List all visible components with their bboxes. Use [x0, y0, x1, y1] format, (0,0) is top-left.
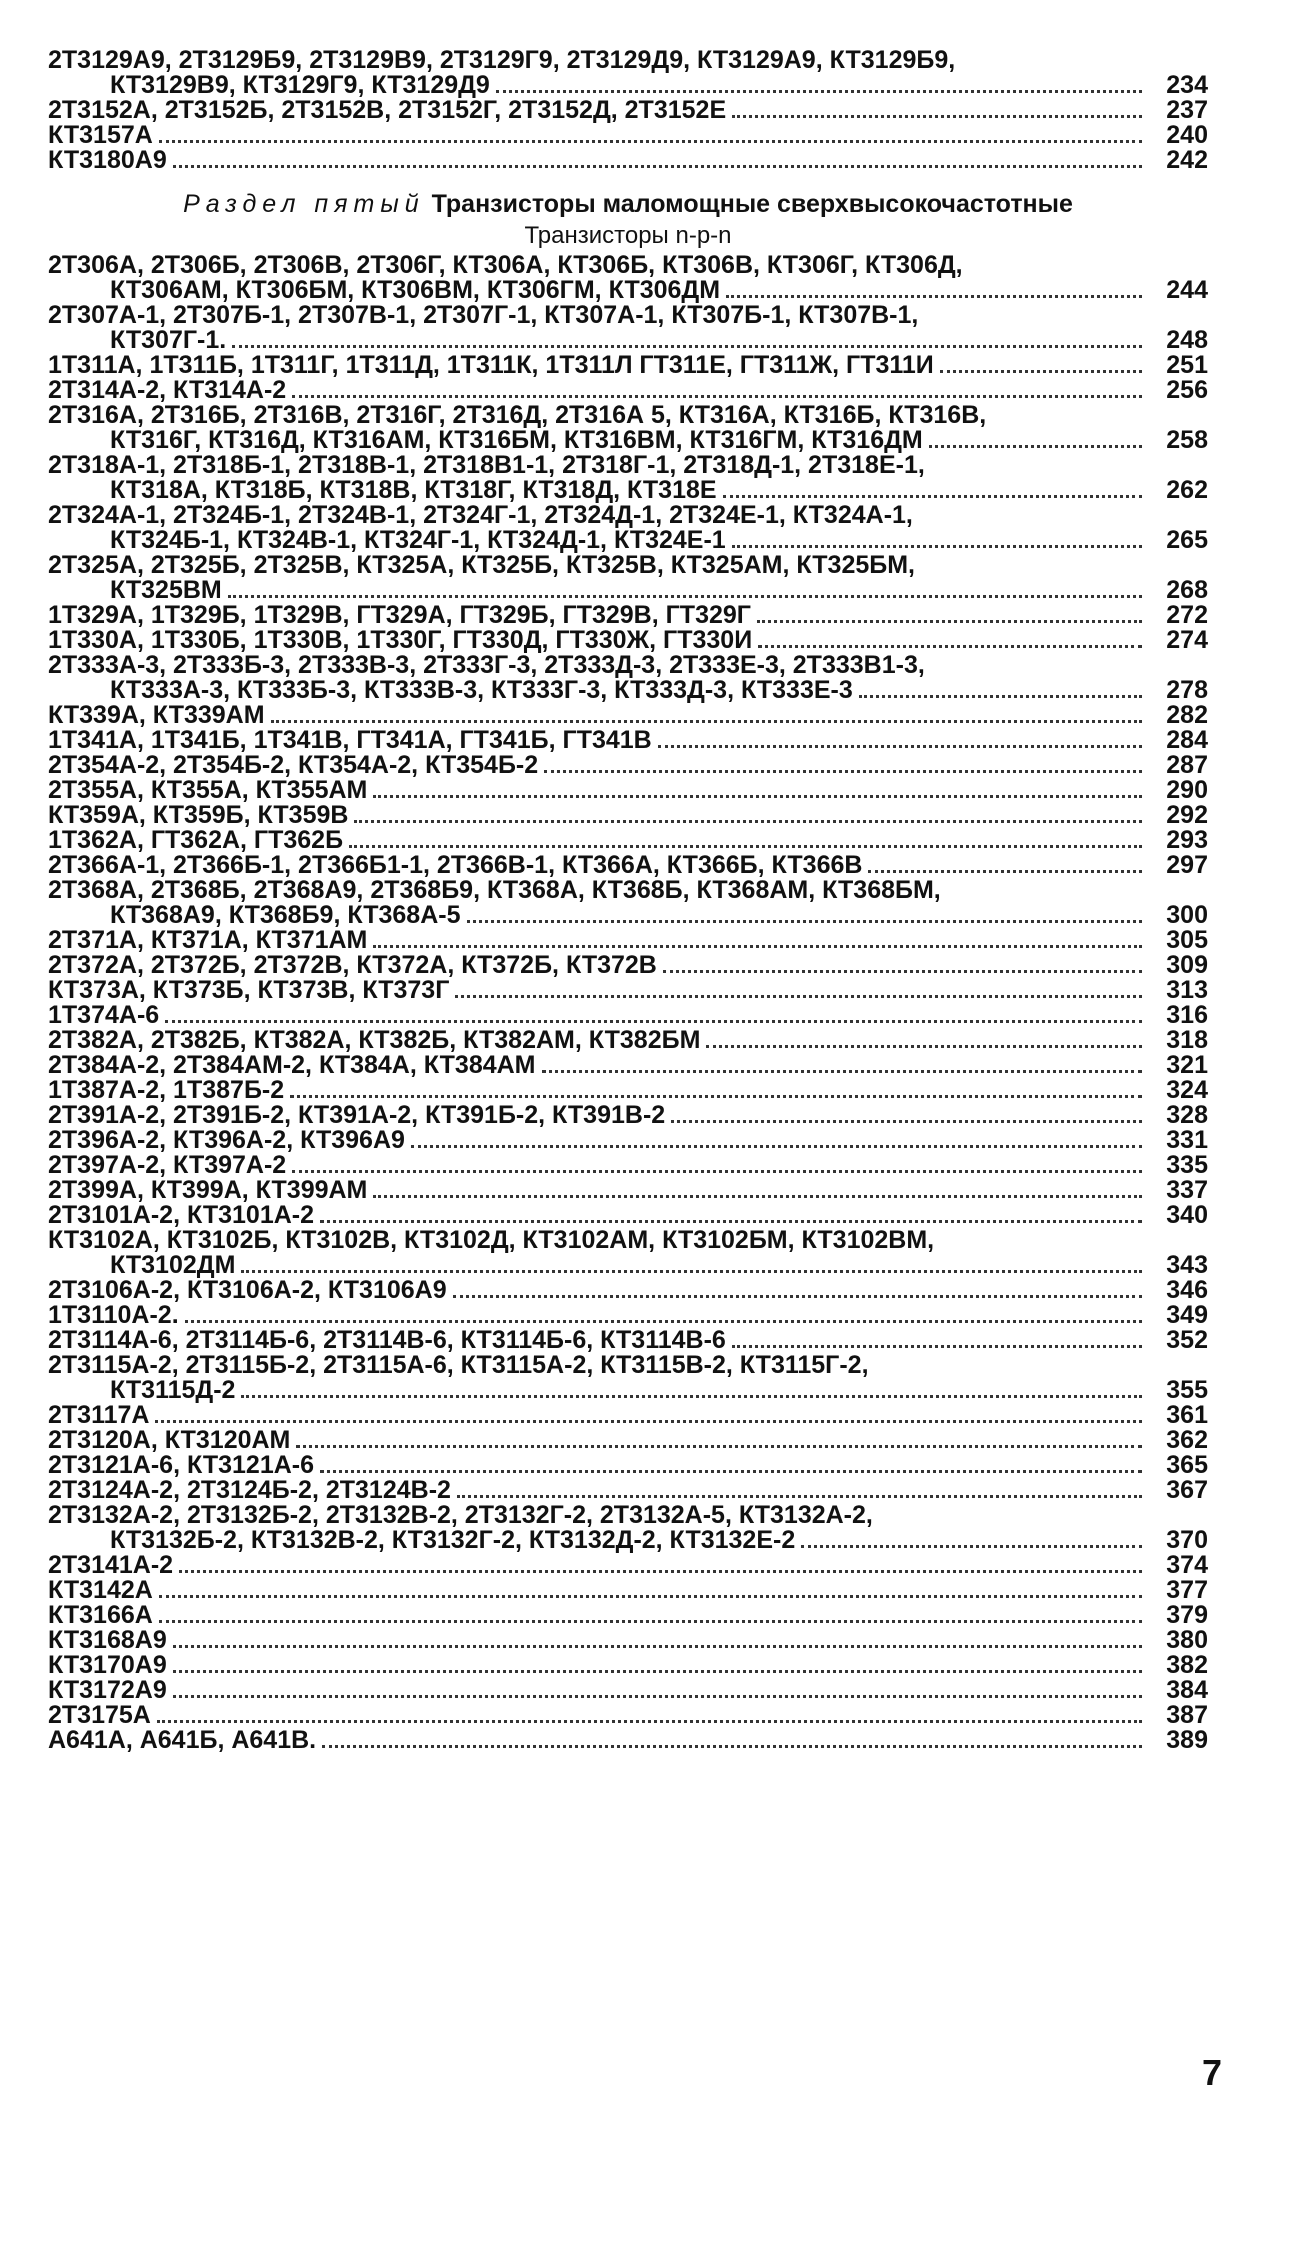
toc-entry-text: [48, 1153, 1150, 1178]
toc-entry-line: 2Т314А-2, КТ314А-2: [48, 376, 287, 404]
dot-leader: [159, 1620, 1142, 1623]
toc-page-number: 355: [1166, 1376, 1208, 1404]
toc-entry-line: КТ333А-3, КТ333Б-3, КТ333В-3, КТ333Г-3, КТ333Д-3, КТ333Е-3: [110, 676, 853, 704]
toc-entry: [48, 878, 1208, 928]
dot-leader: [173, 1695, 1142, 1698]
toc-entry-line: 2Т354А-2, 2Т354Б-2, КТ354А-2, КТ354Б-2: [48, 751, 539, 779]
toc-page-number: 313: [1166, 976, 1208, 1004]
dot-leader: [758, 645, 1142, 648]
toc-entry-text: [48, 628, 1150, 653]
toc-entry-text: [48, 1178, 1150, 1203]
toc-page-number: 293: [1166, 826, 1208, 854]
toc-entry-text: [48, 303, 1150, 353]
toc-page-number: 292: [1166, 801, 1208, 829]
toc-entry: [48, 1353, 1208, 1403]
toc-entry: [48, 953, 1208, 978]
toc-entry: [48, 1328, 1208, 1353]
toc-entry-line: 1Т387А-2, 1Т387Б-2: [48, 1076, 285, 1104]
toc-entry-line: КТ3132Б-2, КТ3132В-2, КТ3132Г-2, КТ3132Д-2, КТ3132Е-2: [110, 1526, 796, 1554]
dot-leader: [228, 595, 1142, 598]
toc-entry: [48, 603, 1208, 628]
toc-entry-line: КТ318А, КТ318Б, КТ318В, КТ318Г, КТ318Д, КТ318Е: [110, 476, 717, 504]
toc-entry: [48, 628, 1208, 653]
toc-entry-line: 2Т3114А-6, 2Т3114Б-6, 2Т3114В-6, КТ3114Б-6, КТ3114В-6: [48, 1326, 726, 1354]
toc-entry: [48, 703, 1208, 728]
toc-entry-line: 1Т330А, 1Т330Б, 1Т330В, 1Т330Г, ГТ330Д, ГТ330Ж, ГТ330И: [48, 626, 753, 654]
toc-page-number: 240: [1166, 121, 1208, 149]
toc-entry: [48, 1028, 1208, 1053]
toc-entry: [48, 253, 1208, 303]
toc-entry-line: 2Т307А-1, 2Т307Б-1, 2Т307В-1, 2Т307Г-1, КТ307А-1, КТ307Б-1, КТ307В-1,: [48, 301, 919, 329]
toc-page-number: 268: [1166, 576, 1208, 604]
toc-page-number: 365: [1166, 1451, 1208, 1479]
toc-entry-text: [48, 1028, 1150, 1053]
toc-page-number: 367: [1166, 1476, 1208, 1504]
toc-entry-line: 2Т355А, КТ355А, КТ355АМ: [48, 776, 368, 804]
toc-page-number: 309: [1166, 951, 1208, 979]
toc-entry: [48, 828, 1208, 853]
toc-entry-line: 2Т3132А-2, 2Т3132Б-2, 2Т3132В-2, 2Т3132Г-2, 2Т3132А-5, КТ3132А-2,: [48, 1501, 873, 1529]
toc-entry: [48, 778, 1208, 803]
toc-list: [48, 253, 1208, 1753]
section-label: Раздел пятый: [183, 190, 425, 218]
dot-leader: [232, 345, 1142, 348]
dot-leader: [354, 820, 1142, 823]
toc-entry: [48, 403, 1208, 453]
toc-entry-text: [48, 1603, 1150, 1628]
dot-leader: [732, 545, 1142, 548]
toc-entry-line: 2Т3115А-2, 2Т3115Б-2, 2Т3115А-6, КТ3115А-2, КТ3115В-2, КТ3115Г-2,: [48, 1351, 869, 1379]
toc-entry-text: [48, 1353, 1150, 1403]
dot-leader: [732, 115, 1142, 118]
toc-page-number: 361: [1166, 1401, 1208, 1429]
dot-leader: [726, 295, 1142, 298]
dot-leader: [292, 395, 1142, 398]
toc-entry: [48, 453, 1208, 503]
toc-entry-line: 2Т366А-1, 2Т366Б-1, 2Т366Б1-1, 2Т366В-1, КТ366А, КТ366Б, КТ366В: [48, 851, 863, 879]
toc-page-number: 234: [1166, 71, 1208, 99]
toc-entry: [48, 1603, 1208, 1628]
dot-leader: [290, 1095, 1142, 1098]
toc-entry-line: 2Т3117А: [48, 1401, 150, 1429]
toc-entry-line: 2Т3152А, 2Т3152Б, 2Т3152В, 2Т3152Г, 2Т3152Д, 2Т3152Е: [48, 96, 727, 124]
toc-entry: [48, 1728, 1208, 1753]
toc-entry-line: 2Т318А-1, 2Т318Б-1, 2Т318В-1, 2Т318В1-1, 2Т318Г-1, 2Т318Д-1, 2Т318Е-1,: [48, 451, 925, 479]
toc-entry: [48, 1203, 1208, 1228]
toc-page-number: 258: [1166, 426, 1208, 454]
dot-leader: [320, 1470, 1142, 1473]
toc-entry-line: 2Т3129А9, 2Т3129Б9, 2Т3129В9, 2Т3129Г9, 2Т3129Д9, КТ3129А9, КТ3129Б9,: [48, 46, 956, 74]
dot-leader: [868, 870, 1142, 873]
toc-page-number: 316: [1166, 1001, 1208, 1029]
toc-page-number: 352: [1166, 1326, 1208, 1354]
toc-entry: [48, 48, 1208, 98]
toc-entry: [48, 653, 1208, 703]
toc-entry: [48, 503, 1208, 553]
dot-leader: [706, 1045, 1142, 1048]
toc-entry: [48, 1128, 1208, 1153]
section-subtitle: Транзисторы n-p-n: [524, 222, 732, 249]
toc-entry-line: КТ339А, КТ339АМ: [48, 701, 265, 729]
toc-page-number: 265: [1166, 526, 1208, 554]
dot-leader: [292, 1170, 1142, 1173]
toc-entry-text: [48, 98, 1150, 123]
dot-leader: [241, 1270, 1142, 1273]
toc-entry-line: 2Т371А, КТ371А, КТ371АМ: [48, 926, 368, 954]
toc-page-number: 384: [1166, 1676, 1208, 1704]
toc-page-number: 328: [1166, 1101, 1208, 1129]
toc-entry-line: КТ3102А, КТ3102Б, КТ3102В, КТ3102Д, КТ3102АМ, КТ3102БМ, КТ3102ВМ,: [48, 1226, 935, 1254]
dot-leader: [241, 1395, 1142, 1398]
toc-page-number: 340: [1166, 1201, 1208, 1229]
toc-page-number: 256: [1166, 376, 1208, 404]
dot-leader: [173, 1645, 1142, 1648]
toc-entry-line: 2Т3106А-2, КТ3106А-2, КТ3106А9: [48, 1276, 447, 1304]
toc-page-number: 278: [1166, 676, 1208, 704]
toc-entry-line: КТ3102ДМ: [110, 1251, 236, 1279]
toc-entry-line: 2Т3124А-2, 2Т3124Б-2, 2Т3124В-2: [48, 1476, 451, 1504]
dot-leader: [411, 1145, 1142, 1148]
toc-entry-line: 2Т3141А-2: [48, 1551, 174, 1579]
toc-page-number: 346: [1166, 1276, 1208, 1304]
dot-leader: [544, 770, 1142, 773]
toc-entry-line: КТ325ВМ: [110, 576, 222, 604]
toc-entry-text: [48, 253, 1150, 303]
toc-entry-text: [48, 123, 1150, 148]
toc-entry-text: [48, 1403, 1150, 1428]
toc-page-number: 349: [1166, 1301, 1208, 1329]
dot-leader: [453, 1295, 1142, 1298]
toc-entry-line: КТ3170А9: [48, 1651, 167, 1679]
toc-entry-text: [48, 978, 1150, 1003]
dot-leader: [157, 1720, 1142, 1723]
toc-entry-text: [48, 878, 1150, 928]
toc-entry-line: 2Т325А, 2Т325Б, 2Т325В, КТ325А, КТ325Б, КТ325В, КТ325АМ, КТ325БМ,: [48, 551, 915, 579]
toc-entry-line: 2Т3120А, КТ3120АМ: [48, 1426, 291, 1454]
toc-entry-text: [48, 853, 1150, 878]
toc-entry: [48, 1003, 1208, 1028]
toc-page-number: 321: [1166, 1051, 1208, 1079]
toc-entry: [48, 853, 1208, 878]
dot-leader: [373, 795, 1142, 798]
toc-entry-text: [48, 378, 1150, 403]
toc-entry: [48, 1478, 1208, 1503]
toc-entry: [48, 1503, 1208, 1553]
toc-page-number: 282: [1166, 701, 1208, 729]
dot-leader: [271, 720, 1142, 723]
toc-entry-text: [48, 353, 1150, 378]
toc-page-number: 251: [1166, 351, 1208, 379]
toc-entry-line: 2Т3121А-6, КТ3121А-6: [48, 1451, 315, 1479]
toc-entry-text: [48, 1678, 1150, 1703]
toc-page-number: 374: [1166, 1551, 1208, 1579]
dot-leader: [373, 945, 1142, 948]
dot-leader: [801, 1545, 1142, 1548]
toc-entry-text: [48, 1578, 1150, 1603]
toc-page-number: 305: [1166, 926, 1208, 954]
toc-entry-line: КТ3166А: [48, 1601, 153, 1629]
toc-entry-line: КТ324Б-1, КТ324В-1, КТ324Г-1, КТ324Д-1, КТ324Е-1: [110, 526, 726, 554]
toc-entry: [48, 1053, 1208, 1078]
toc-page-number: 318: [1166, 1026, 1208, 1054]
toc-page-number: 300: [1166, 901, 1208, 929]
toc-page-number: 297: [1166, 851, 1208, 879]
toc-entry-text: [48, 1703, 1150, 1728]
dot-leader: [496, 90, 1142, 93]
dot-leader: [457, 1495, 1142, 1498]
toc-entry-text: [48, 503, 1150, 553]
toc-page-number: 389: [1166, 1726, 1208, 1754]
toc-entry: [48, 378, 1208, 403]
toc-entry-line: КТ368А9, КТ368Б9, КТ368А-5: [110, 901, 461, 929]
toc-entry-text: [48, 1303, 1150, 1328]
toc-page-number: 335: [1166, 1151, 1208, 1179]
toc-entry-line: 2Т372А, 2Т372Б, 2Т372В, КТ372А, КТ372Б, КТ372В: [48, 951, 657, 979]
dot-leader: [349, 845, 1142, 848]
toc-entry: [48, 1653, 1208, 1678]
toc-entry-line: КТ3168А9: [48, 1626, 167, 1654]
toc-entry: [48, 1278, 1208, 1303]
toc-entry-line: КТ359А, КТ359Б, КТ359В: [48, 801, 349, 829]
toc-entry-text: [48, 148, 1150, 173]
toc-entry-text: [48, 553, 1150, 603]
toc-entry-line: 2Т368А, 2Т368Б, 2Т368А9, 2Т368Б9, КТ368А, КТ368Б, КТ368АМ, КТ368БМ,: [48, 876, 941, 904]
dot-leader: [455, 995, 1142, 998]
toc-entry-text: [48, 1203, 1150, 1228]
toc-entry-text: [48, 1003, 1150, 1028]
toc-entry-text: [48, 1078, 1150, 1103]
toc-entry-text: [48, 1728, 1150, 1753]
dot-leader: [173, 1670, 1142, 1673]
toc-entry: [48, 1153, 1208, 1178]
toc-entry-line: 2Т384А-2, 2Т384АМ-2, КТ384А, КТ384АМ: [48, 1051, 536, 1079]
toc-entry: [48, 123, 1208, 148]
toc-entry-line: КТ3142А: [48, 1576, 153, 1604]
toc-page-number: 362: [1166, 1426, 1208, 1454]
toc-page-number: 370: [1166, 1526, 1208, 1554]
toc-entry-line: КТ3129В9, КТ3129Г9, КТ3129Д9: [110, 71, 490, 99]
toc-entry-text: [48, 48, 1150, 98]
dot-leader: [467, 920, 1143, 923]
toc-entry: [48, 1578, 1208, 1603]
toc-entry-text: [48, 653, 1150, 703]
dot-leader: [173, 165, 1142, 168]
toc-page-number: 248: [1166, 326, 1208, 354]
toc-entry-line: 1Т362А, ГТ362А, ГТ362Б: [48, 826, 344, 854]
toc-entry-text: [48, 1053, 1150, 1078]
toc-page-number: 237: [1166, 96, 1208, 124]
toc-entry: [48, 553, 1208, 603]
dot-leader: [373, 1195, 1142, 1198]
toc-page-number: 337: [1166, 1176, 1208, 1204]
toc-entry-line: КТ373А, КТ373Б, КТ373В, КТ373Г: [48, 976, 450, 1004]
dot-leader: [732, 1345, 1142, 1348]
toc-page-number: 272: [1166, 601, 1208, 629]
toc-entry-line: 2Т316А, 2Т316Б, 2Т316В, 2Т316Г, 2Т316Д, 2Т316А 5, КТ316А, КТ316Б, КТ316В,: [48, 401, 987, 429]
toc-entry: [48, 978, 1208, 1003]
dot-leader: [671, 1120, 1142, 1123]
dot-leader: [940, 370, 1142, 373]
toc-page-number: 324: [1166, 1076, 1208, 1104]
dot-leader: [320, 1220, 1142, 1223]
dot-leader: [322, 1745, 1142, 1748]
toc-entry-line: КТ316Г, КТ316Д, КТ316АМ, КТ316БМ, КТ316ВМ, КТ316ГМ, КТ316ДМ: [110, 426, 923, 454]
toc-entry-line: 2Т382А, 2Т382Б, КТ382А, КТ382Б, КТ382АМ, КТ382БМ: [48, 1026, 701, 1054]
toc-entry: [48, 1703, 1208, 1728]
toc-entry: [48, 1453, 1208, 1478]
toc-entry-line: 2Т324А-1, 2Т324Б-1, 2Т324В-1, 2Т324Г-1, 2Т324Д-1, 2Т324Е-1, КТ324А-1,: [48, 501, 913, 529]
toc-entry-line: 2Т333А-3, 2Т333Б-3, 2Т333В-3, 2Т333Г-3, 2Т333Д-3, 2Т333Е-3, 2Т333В1-3,: [48, 651, 925, 679]
toc-page-number: 382: [1166, 1651, 1208, 1679]
toc-entry-text: [48, 1553, 1150, 1578]
toc-entry: [48, 1103, 1208, 1128]
toc-page-number: 343: [1166, 1251, 1208, 1279]
toc-entry-text: [48, 928, 1150, 953]
page-number: 7: [1201, 2052, 1222, 2093]
toc-entry-text: [48, 1278, 1150, 1303]
toc-entry: [48, 1428, 1208, 1453]
dot-leader: [165, 1020, 1142, 1023]
toc-entry-line: 1Т374А-6: [48, 1001, 160, 1029]
dot-leader: [658, 745, 1142, 748]
toc-entry-line: 2Т3101А-2, КТ3101А-2: [48, 1201, 315, 1229]
toc-page-number: 379: [1166, 1601, 1208, 1629]
toc-entry-line: 1Т329А, 1Т329Б, 1Т329В, ГТ329А, ГТ329Б, ГТ329В, ГТ329Г: [48, 601, 751, 629]
toc-entry-line: КТ3115Д-2: [110, 1376, 236, 1404]
dot-leader: [296, 1445, 1142, 1448]
dot-leader: [723, 495, 1142, 498]
toc-page-number: 242: [1166, 146, 1208, 174]
toc-page-number: 290: [1166, 776, 1208, 804]
toc-entry-text: [48, 1628, 1150, 1653]
toc-entry-text: [48, 1103, 1150, 1128]
toc-list-previous-section: [48, 48, 1208, 173]
toc-entry-line: 1Т3110А-2.: [48, 1301, 179, 1329]
toc-entry: [48, 753, 1208, 778]
toc-entry: [48, 1303, 1208, 1328]
section-heading: [48, 187, 1208, 221]
toc-page-number: 262: [1166, 476, 1208, 504]
toc-entry-line: КТ307Г-1.: [110, 326, 227, 354]
toc-entry: [48, 98, 1208, 123]
toc-entry: [48, 1228, 1208, 1278]
toc-entry-text: [48, 1228, 1150, 1278]
toc-entry-line: А641А, А641Б, А641В.: [48, 1726, 317, 1754]
toc-page-number: 380: [1166, 1626, 1208, 1654]
dot-leader: [929, 445, 1142, 448]
toc-page-number: 284: [1166, 726, 1208, 754]
dot-leader: [179, 1570, 1142, 1573]
toc-entry-text: [48, 403, 1150, 453]
toc-entry: [48, 728, 1208, 753]
toc-entry-line: 2Т391А-2, 2Т391Б-2, КТ391А-2, КТ391Б-2, КТ391В-2: [48, 1101, 666, 1129]
toc-page-number: 244: [1166, 276, 1208, 304]
toc-entry: [48, 303, 1208, 353]
toc-page-number: 377: [1166, 1576, 1208, 1604]
toc-page-number: 274: [1166, 626, 1208, 654]
toc-entry-text: [48, 753, 1150, 778]
toc-entry-text: [48, 1328, 1150, 1353]
toc-entry-text: [48, 453, 1150, 503]
toc-entry-line: 2Т396А-2, КТ396А-2, КТ396А9: [48, 1126, 405, 1154]
toc-entry: [48, 1078, 1208, 1103]
toc-entry: [48, 1403, 1208, 1428]
toc-page: [48, 48, 1208, 1753]
toc-entry-text: [48, 1453, 1150, 1478]
dot-leader: [542, 1070, 1143, 1073]
toc-entry-line: 2Т3175А: [48, 1701, 151, 1729]
toc-entry-text: [48, 1503, 1150, 1553]
dot-leader: [159, 1595, 1142, 1598]
dot-leader: [159, 140, 1142, 143]
toc-entry-text: [48, 1653, 1150, 1678]
toc-entry-line: КТ3180А9: [48, 146, 167, 174]
toc-entry-line: 2Т397А-2, КТ397А-2: [48, 1151, 287, 1179]
toc-entry: [48, 1628, 1208, 1653]
toc-entry-text: [48, 953, 1150, 978]
toc-entry: [48, 1178, 1208, 1203]
dot-leader: [859, 695, 1142, 698]
toc-entry-text: [48, 1128, 1150, 1153]
toc-page-number: 387: [1166, 1701, 1208, 1729]
toc-entry-text: [48, 728, 1150, 753]
toc-entry-text: [48, 1478, 1150, 1503]
toc-page-number: 331: [1166, 1126, 1208, 1154]
dot-leader: [757, 620, 1142, 623]
toc-entry-line: 1Т311А, 1Т311Б, 1Т311Г, 1Т311Д, 1Т311К, 1Т311Л ГТ311Е, ГТ311Ж, ГТ311И: [48, 351, 934, 379]
toc-entry-text: [48, 778, 1150, 803]
toc-entry: [48, 1553, 1208, 1578]
toc-entry: [48, 353, 1208, 378]
toc-entry-line: КТ306АМ, КТ306БМ, КТ306ВМ, КТ306ГМ, КТ306ДМ: [110, 276, 721, 304]
toc-entry-line: 2Т306А, 2Т306Б, 2Т306В, 2Т306Г, КТ306А, КТ306Б, КТ306В, КТ306Г, КТ306Д,: [48, 251, 963, 279]
toc-entry-text: [48, 1428, 1150, 1453]
toc-entry-text: [48, 603, 1150, 628]
toc-entry-text: [48, 803, 1150, 828]
toc-entry: [48, 928, 1208, 953]
section-title: Транзисторы маломощные сверхвысокочастотные: [431, 190, 1073, 218]
toc-entry-text: [48, 828, 1150, 853]
toc-entry-text: [48, 703, 1150, 728]
toc-entry: [48, 803, 1208, 828]
dot-leader: [663, 970, 1142, 973]
toc-entry-line: 1Т341А, 1Т341Б, 1Т341В, ГТ341А, ГТ341Б, ГТ341В: [48, 726, 652, 754]
dot-leader: [185, 1320, 1142, 1323]
toc-entry-line: КТ3157А: [48, 121, 153, 149]
toc-entry-line: КТ3172А9: [48, 1676, 167, 1704]
toc-entry-line: 2Т399А, КТ399А, КТ399АМ: [48, 1176, 368, 1204]
dot-leader: [155, 1420, 1142, 1423]
toc-entry: [48, 1678, 1208, 1703]
toc-entry: [48, 148, 1208, 173]
toc-page-number: 287: [1166, 751, 1208, 779]
